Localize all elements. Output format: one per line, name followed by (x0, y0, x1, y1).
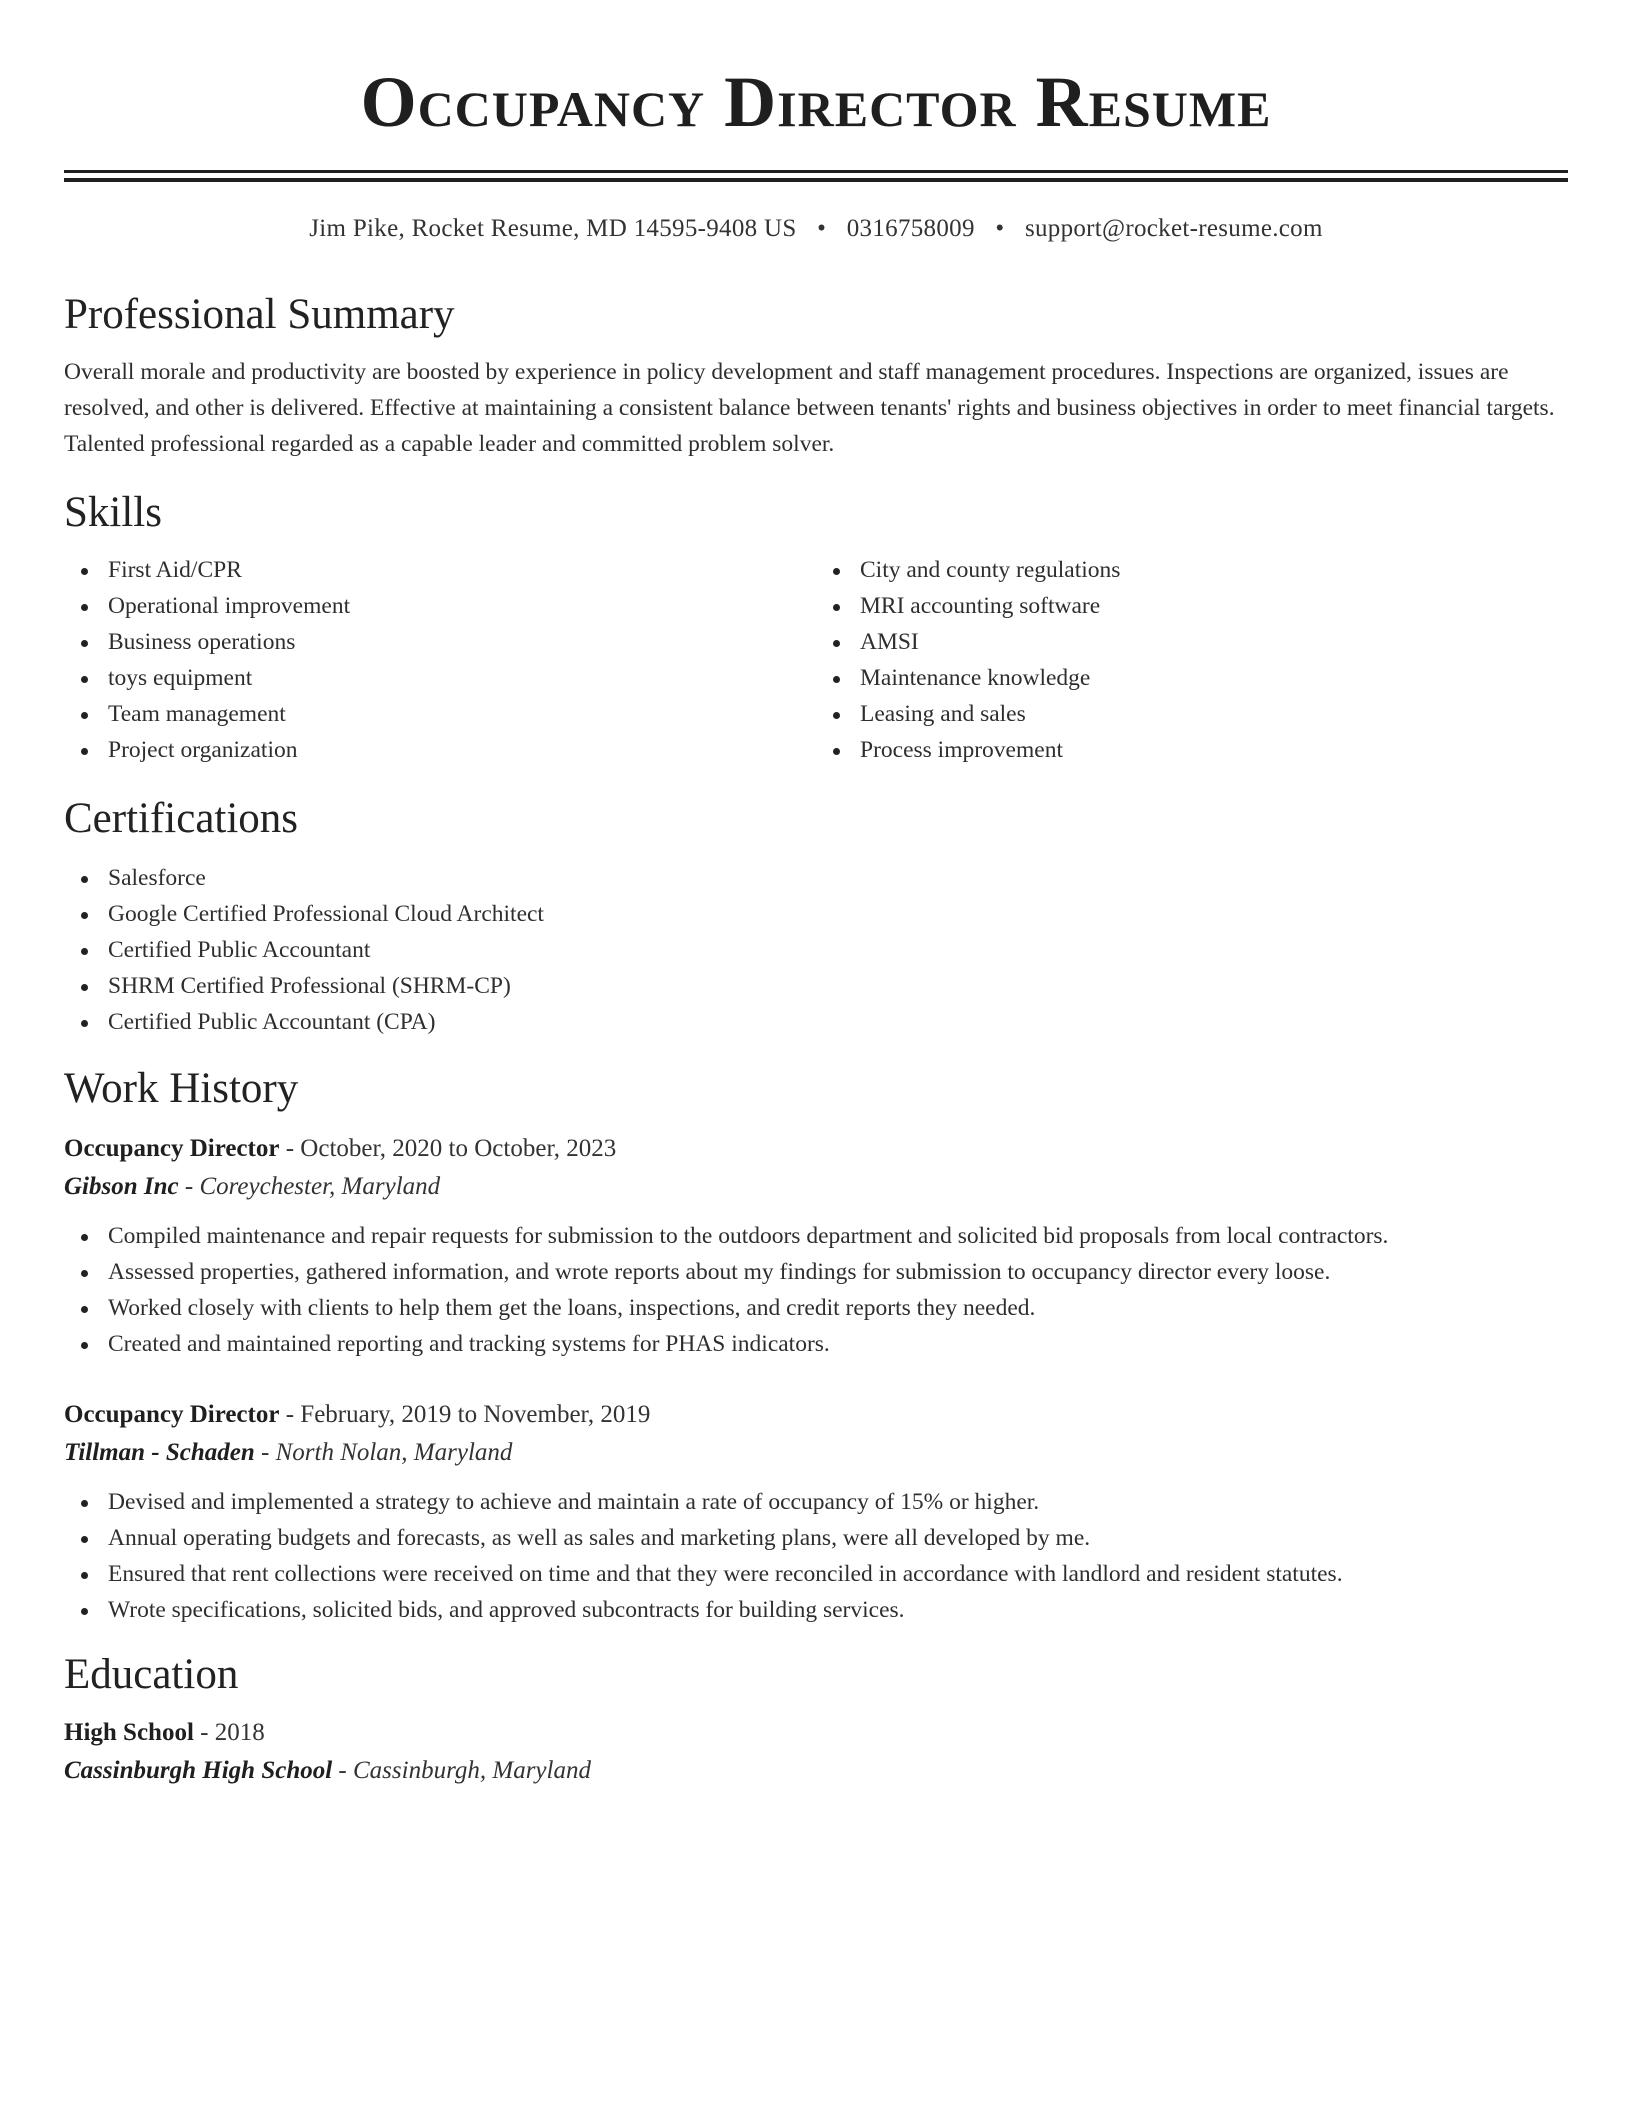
skill-item: Maintenance knowledge (816, 660, 1568, 696)
contact-email: support@rocket-resume.com (1024, 215, 1323, 242)
job-title: Occupancy Director (64, 1401, 280, 1428)
company-location: - North Nolan, Maryland (254, 1439, 513, 1466)
certification-item: Salesforce (64, 860, 1568, 896)
certification-item: Google Certified Professional Cloud Architect (64, 896, 1568, 932)
skills-columns (64, 552, 1568, 768)
skill-item: City and county regulations (816, 552, 1568, 588)
title-divider (64, 170, 1568, 182)
skill-item: Process improvement (816, 732, 1568, 768)
education-heading: Education (64, 1651, 239, 1698)
certification-item: Certified Public Accountant (CPA) (64, 1004, 1568, 1040)
contact-separator: • (817, 215, 827, 242)
contact-line (64, 212, 1568, 246)
job-title-line (64, 1130, 1568, 1168)
work-history-heading: Work History (64, 1065, 299, 1112)
job-bullets (64, 1484, 1568, 1628)
education-section (64, 1650, 1568, 1790)
job-bullet: Devised and implemented a strategy to achieve and maintain a rate of occupancy of 15% or higher. (64, 1484, 1568, 1520)
job-bullet: Compiled maintenance and repair requests for submission to the outdoors department and solicited bid proposals from local contractors. (64, 1218, 1568, 1254)
skill-item: Operational improvement (64, 588, 816, 624)
skill-item: Leasing and sales (816, 696, 1568, 732)
skill-item: First Aid/CPR (64, 552, 816, 588)
skills-section (64, 488, 1568, 768)
degree-line (64, 1714, 1568, 1752)
job-dates: - February, 2019 to November, 2019 (279, 1401, 651, 1428)
skill-item: Business operations (64, 624, 816, 660)
job-bullet: Created and maintained reporting and tracking systems for PHAS indicators. (64, 1326, 1568, 1362)
company-location: - Coreychester, Maryland (178, 1173, 441, 1200)
certifications-list (64, 860, 1568, 1040)
summary-text: Overall morale and productivity are boosted by experience in policy development and staff management procedures. Inspections are organized, issues are resolved, and other is delivered. Effective at maintaining a consistent balance between tenants' rights and business objectives in order to meet financial targets. Talented professional regarded as a capable leader and committed problem solver. (64, 359, 1555, 457)
certifications-section (64, 794, 1568, 1040)
job-entry (64, 1396, 1568, 1628)
education-entry (64, 1714, 1568, 1790)
skills-list-right (816, 552, 1568, 768)
skills-list-left (64, 552, 816, 768)
skills-heading: Skills (64, 489, 162, 536)
company-line (64, 1168, 1568, 1206)
job-title: Occupancy Director (64, 1135, 280, 1162)
skill-item: AMSI (816, 624, 1568, 660)
job-bullets (64, 1218, 1568, 1362)
job-bullet: Assessed properties, gathered information, and wrote reports about my findings for submission to occupancy director every loose. (64, 1254, 1568, 1290)
job-entry (64, 1130, 1568, 1362)
job-bullet: Worked closely with clients to help them get the loans, inspections, and credit reports they needed. (64, 1290, 1568, 1326)
work-history-section (64, 1064, 1568, 1628)
contact-address: Jim Pike, Rocket Resume, MD 14595-9408 US (309, 215, 797, 242)
job-bullet: Ensured that rent collections were received on time and that they were reconciled in accordance with landlord and resident statutes. (64, 1556, 1568, 1592)
skill-item: toys equipment (64, 660, 816, 696)
job-title-line (64, 1396, 1568, 1434)
graduation-year: - 2018 (193, 1719, 265, 1746)
skill-item: Team management (64, 696, 816, 732)
certifications-heading: Certifications (64, 795, 299, 842)
summary-section (64, 290, 1568, 462)
skill-item: MRI accounting software (816, 588, 1568, 624)
contact-phone: 0316758009 (846, 215, 975, 242)
school-line (64, 1752, 1568, 1790)
job-bullet: Wrote specifications, solicited bids, and approved subcontracts for building services. (64, 1592, 1568, 1628)
summary-heading: Professional Summary (64, 291, 455, 338)
resume-title: Occupancy Director Resume (360, 62, 1272, 142)
company-line (64, 1434, 1568, 1472)
degree-name: High School (64, 1719, 194, 1746)
certification-item: Certified Public Accountant (64, 932, 1568, 968)
school-name: Cassinburgh High School (64, 1757, 333, 1784)
skill-item: Project organization (64, 732, 816, 768)
job-dates: - October, 2020 to October, 2023 (279, 1135, 617, 1162)
job-bullet: Annual operating budgets and forecasts, as well as sales and marketing plans, were all developed by me. (64, 1520, 1568, 1556)
company-name: Tillman - Schaden (64, 1439, 255, 1466)
contact-separator: • (995, 215, 1005, 242)
certification-item: SHRM Certified Professional (SHRM-CP) (64, 968, 1568, 1004)
company-name: Gibson Inc (64, 1173, 179, 1200)
school-location: - Cassinburgh, Maryland (332, 1757, 591, 1784)
